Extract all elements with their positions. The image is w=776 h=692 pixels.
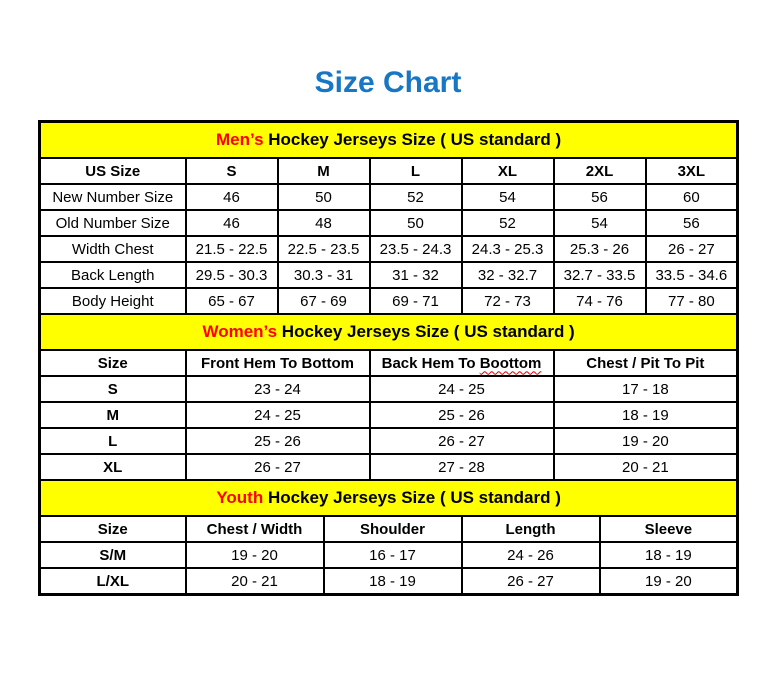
cell-value: 48: [278, 210, 370, 236]
cell-value: 50: [278, 184, 370, 210]
cell-value: 26 - 27: [646, 236, 738, 262]
row-label: L: [40, 428, 186, 454]
cell-value: 24.3 - 25.3: [462, 236, 554, 262]
row-label: Back Length: [40, 262, 186, 288]
cell-value: 18 - 19: [554, 402, 738, 428]
table-row: [40, 236, 738, 262]
table-row: [40, 454, 738, 480]
column-header: 2XL: [554, 158, 646, 184]
column-header: 3XL: [646, 158, 738, 184]
cell-value: 25.3 - 26: [554, 236, 646, 262]
table-row: [40, 210, 738, 236]
cell-value: 18 - 19: [600, 542, 738, 568]
cell-value: 72 - 73: [462, 288, 554, 314]
row-label: S/M: [40, 542, 186, 568]
table-row: [40, 542, 738, 568]
table-row: [40, 262, 738, 288]
cell-value: 56: [554, 184, 646, 210]
cell-value: 25 - 26: [186, 428, 370, 454]
mens-band-text: Hockey Jerseys Size ( US standard ): [263, 130, 562, 149]
cell-value: 18 - 19: [324, 568, 462, 595]
youth-header-row: [40, 516, 738, 542]
mens-band-row: [40, 122, 738, 159]
size-chart: [38, 120, 739, 596]
misspelled-word: Boottom: [479, 354, 542, 372]
cell-value: 69 - 71: [370, 288, 462, 314]
cell-value: 32 - 32.7: [462, 262, 554, 288]
column-header: Size: [40, 350, 186, 376]
column-header: Chest / Width: [186, 516, 324, 542]
mens-section-band: [40, 122, 738, 159]
cell-value: 19 - 20: [600, 568, 738, 595]
column-header: XL: [462, 158, 554, 184]
cell-value: 21.5 - 22.5: [186, 236, 278, 262]
youth-band-text: Hockey Jerseys Size ( US standard ): [263, 488, 561, 507]
womens-section: [40, 314, 738, 480]
womens-header-row: [40, 350, 738, 376]
row-label: M: [40, 402, 186, 428]
womens-band-text: Hockey Jerseys Size ( US standard ): [277, 322, 575, 341]
cell-value: 67 - 69: [278, 288, 370, 314]
cell-value: 77 - 80: [646, 288, 738, 314]
womens-section-band: [40, 314, 738, 350]
cell-value: 29.5 - 30.3: [186, 262, 278, 288]
table-row: [40, 402, 738, 428]
cell-value: 26 - 27: [186, 454, 370, 480]
table-row: [40, 428, 738, 454]
cell-value: 26 - 27: [370, 428, 554, 454]
column-header: L: [370, 158, 462, 184]
cell-value: 26 - 27: [462, 568, 600, 595]
row-label: L/XL: [40, 568, 186, 595]
row-label: Body Height: [40, 288, 186, 314]
column-header: [370, 350, 554, 376]
table-row: [40, 376, 738, 402]
column-header: Size: [40, 516, 186, 542]
youth-section-band: [40, 480, 738, 516]
cell-value: 56: [646, 210, 738, 236]
womens-band-row: [40, 314, 738, 350]
cell-value: 19 - 20: [186, 542, 324, 568]
column-header: US Size: [40, 158, 186, 184]
cell-value: 60: [646, 184, 738, 210]
column-header: Shoulder: [324, 516, 462, 542]
cell-value: 54: [554, 210, 646, 236]
cell-value: 31 - 32: [370, 262, 462, 288]
cell-value: 24 - 25: [186, 402, 370, 428]
row-label: S: [40, 376, 186, 402]
cell-value: 52: [370, 184, 462, 210]
cell-value: 19 - 20: [554, 428, 738, 454]
column-header: S: [186, 158, 278, 184]
cell-value: 25 - 26: [370, 402, 554, 428]
row-label: Old Number Size: [40, 210, 186, 236]
table-row: [40, 568, 738, 595]
column-header: M: [278, 158, 370, 184]
table-row: [40, 184, 738, 210]
cell-value: 16 - 17: [324, 542, 462, 568]
cell-value: 65 - 67: [186, 288, 278, 314]
cell-value: 52: [462, 210, 554, 236]
youth-band-row: [40, 480, 738, 516]
cell-value: 20 - 21: [186, 568, 324, 595]
cell-value: 24 - 25: [370, 376, 554, 402]
cell-value: 20 - 21: [554, 454, 738, 480]
cell-value: 33.5 - 34.6: [646, 262, 738, 288]
size-chart-table: [38, 120, 739, 596]
cell-value: 32.7 - 33.5: [554, 262, 646, 288]
column-header: Length: [462, 516, 600, 542]
cell-value: 46: [186, 184, 278, 210]
cell-value: 23.5 - 24.3: [370, 236, 462, 262]
cell-value: 54: [462, 184, 554, 210]
cell-value: 30.3 - 31: [278, 262, 370, 288]
column-header: Front Hem To Bottom: [186, 350, 370, 376]
cell-value: 17 - 18: [554, 376, 738, 402]
column-header: Chest / Pit To Pit: [554, 350, 738, 376]
table-row: [40, 288, 738, 314]
column-header: Sleeve: [600, 516, 738, 542]
youth-section: [40, 480, 738, 595]
cell-value: 27 - 28: [370, 454, 554, 480]
column-header-text: Back Hem To: [381, 354, 480, 372]
page-title: Size Chart: [314, 66, 462, 99]
row-label: XL: [40, 454, 186, 480]
mens-section: [40, 122, 738, 315]
cell-value: 74 - 76: [554, 288, 646, 314]
womens-band-highlight: Women’s: [202, 322, 278, 341]
cell-value: 24 - 26: [462, 542, 600, 568]
cell-value: 50: [370, 210, 462, 236]
cell-value: 22.5 - 23.5: [278, 236, 370, 262]
cell-value: 46: [186, 210, 278, 236]
mens-header-row: [40, 158, 738, 184]
row-label: Width Chest: [40, 236, 186, 262]
youth-band-highlight: Youth: [216, 488, 264, 507]
mens-band-highlight: Men’s: [215, 130, 264, 149]
cell-value: 23 - 24: [186, 376, 370, 402]
row-label: New Number Size: [40, 184, 186, 210]
